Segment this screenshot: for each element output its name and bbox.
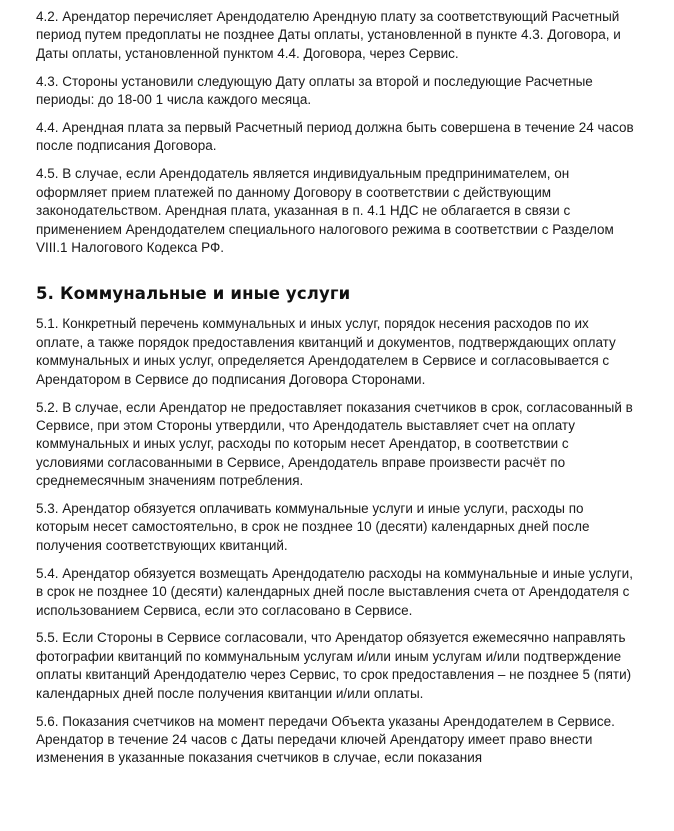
paragraph-5-3: 5.3. Арендатор обязуется оплачивать коммунальные услуги и иные услуги, расходы по которым несет самостоятельно, в срок не позднее 10 (десяти) календарных дней после получения соответствующих квитанций.: [36, 501, 590, 553]
paragraph-5-6: 5.6. Показания счетчиков на момент передачи Объекта указаны Арендодателем в Сервисе. Арендатор в течение 24 часов с Даты передачи ключей Арендатору имеет право внести изменения в указанные показания счетчиков в случае, если показания: [36, 713, 615, 766]
paragraph-4-2: 4.2. Арендатор перечисляет Арендодателю Арендную плату за соответствующий Расчетный период путем предоплаты не позднее Даты оплаты, установленной в пункте 4.3. Договора, и Даты оплаты, установленной пунктом 4.4. Договора, через Сервис.: [36, 9, 621, 61]
section-4-block: [36, 8, 636, 257]
section-5-block: [36, 315, 636, 767]
paragraph-4-5: 4.5. В случае, если Арендодатель является индивидуальным предпринимателем, он оформляет прием платежей по данному Договору в соответствии с действующим законодательством. Арендная плата, указанная в п. 4.1 НДС не облагается в связи с применением Арендодателем специального налогового режима в соответствии с Разделом VIII.1 Налогового Кодекса РФ.: [36, 166, 614, 255]
document-body: [36, 8, 636, 777]
paragraph-5-4: 5.4. Арендатор обязуется возмещать Арендодателю расходы на коммунальные и иные услуги, в срок не позднее 10 (десяти) календарных дней после выставления счета от Арендодателя с использованием Сервиса, если это согласовано в Сервисе.: [36, 565, 633, 618]
paragraph-5-5: 5.5. Если Стороны в Сервисе согласовали, что Арендатор обязуется ежемесячно направлять фотографии квитанций по коммунальным услугам и/или иным услугам и/или подтверждение оплаты квитанций Арендодателю через Сервис, то срок предоставления – не позднее 5 (пяти) календарных дней после получения квитанции и/или оплаты.: [36, 630, 632, 701]
paragraph-4-3: 4.3. Стороны установили следующую Дату оплаты за второй и последующие Расчетные периоды: до 18-00 1 числа каждого месяца.: [36, 73, 593, 108]
paragraph-5-1: 5.1. Конкретный перечень коммунальных и иных услуг, порядок несения расходов по их оплате, а также порядок предоставления квитанций и документов, подтверждающих оплату коммунальных и иных услуг, определяется Арендодателем в Сервисе и согласовывается с Арендатором в Сервисе до подписания Договора Сторонами.: [36, 316, 616, 387]
paragraph-4-4: 4.4. Арендная плата за первый Расчетный период должна быть совершена в течение 24 часов после подписания Договора.: [36, 120, 634, 154]
paragraph-5-2: 5.2. В случае, если Арендатор не предоставляет показания счетчиков в срок, согласованный в Сервисе, при этом Стороны утвердили, что Арендодатель выставляет счет на оплату коммунальных и иных услуг, расходы по которым несет Арендатор, в соответствии с условиями согласованными в Сервисе, Арендодатель вправе произвести расчёт по среднемесячным значениям потребления.: [36, 399, 633, 489]
section-5-heading: 5. Коммунальные и иные услуги: [36, 284, 351, 304]
